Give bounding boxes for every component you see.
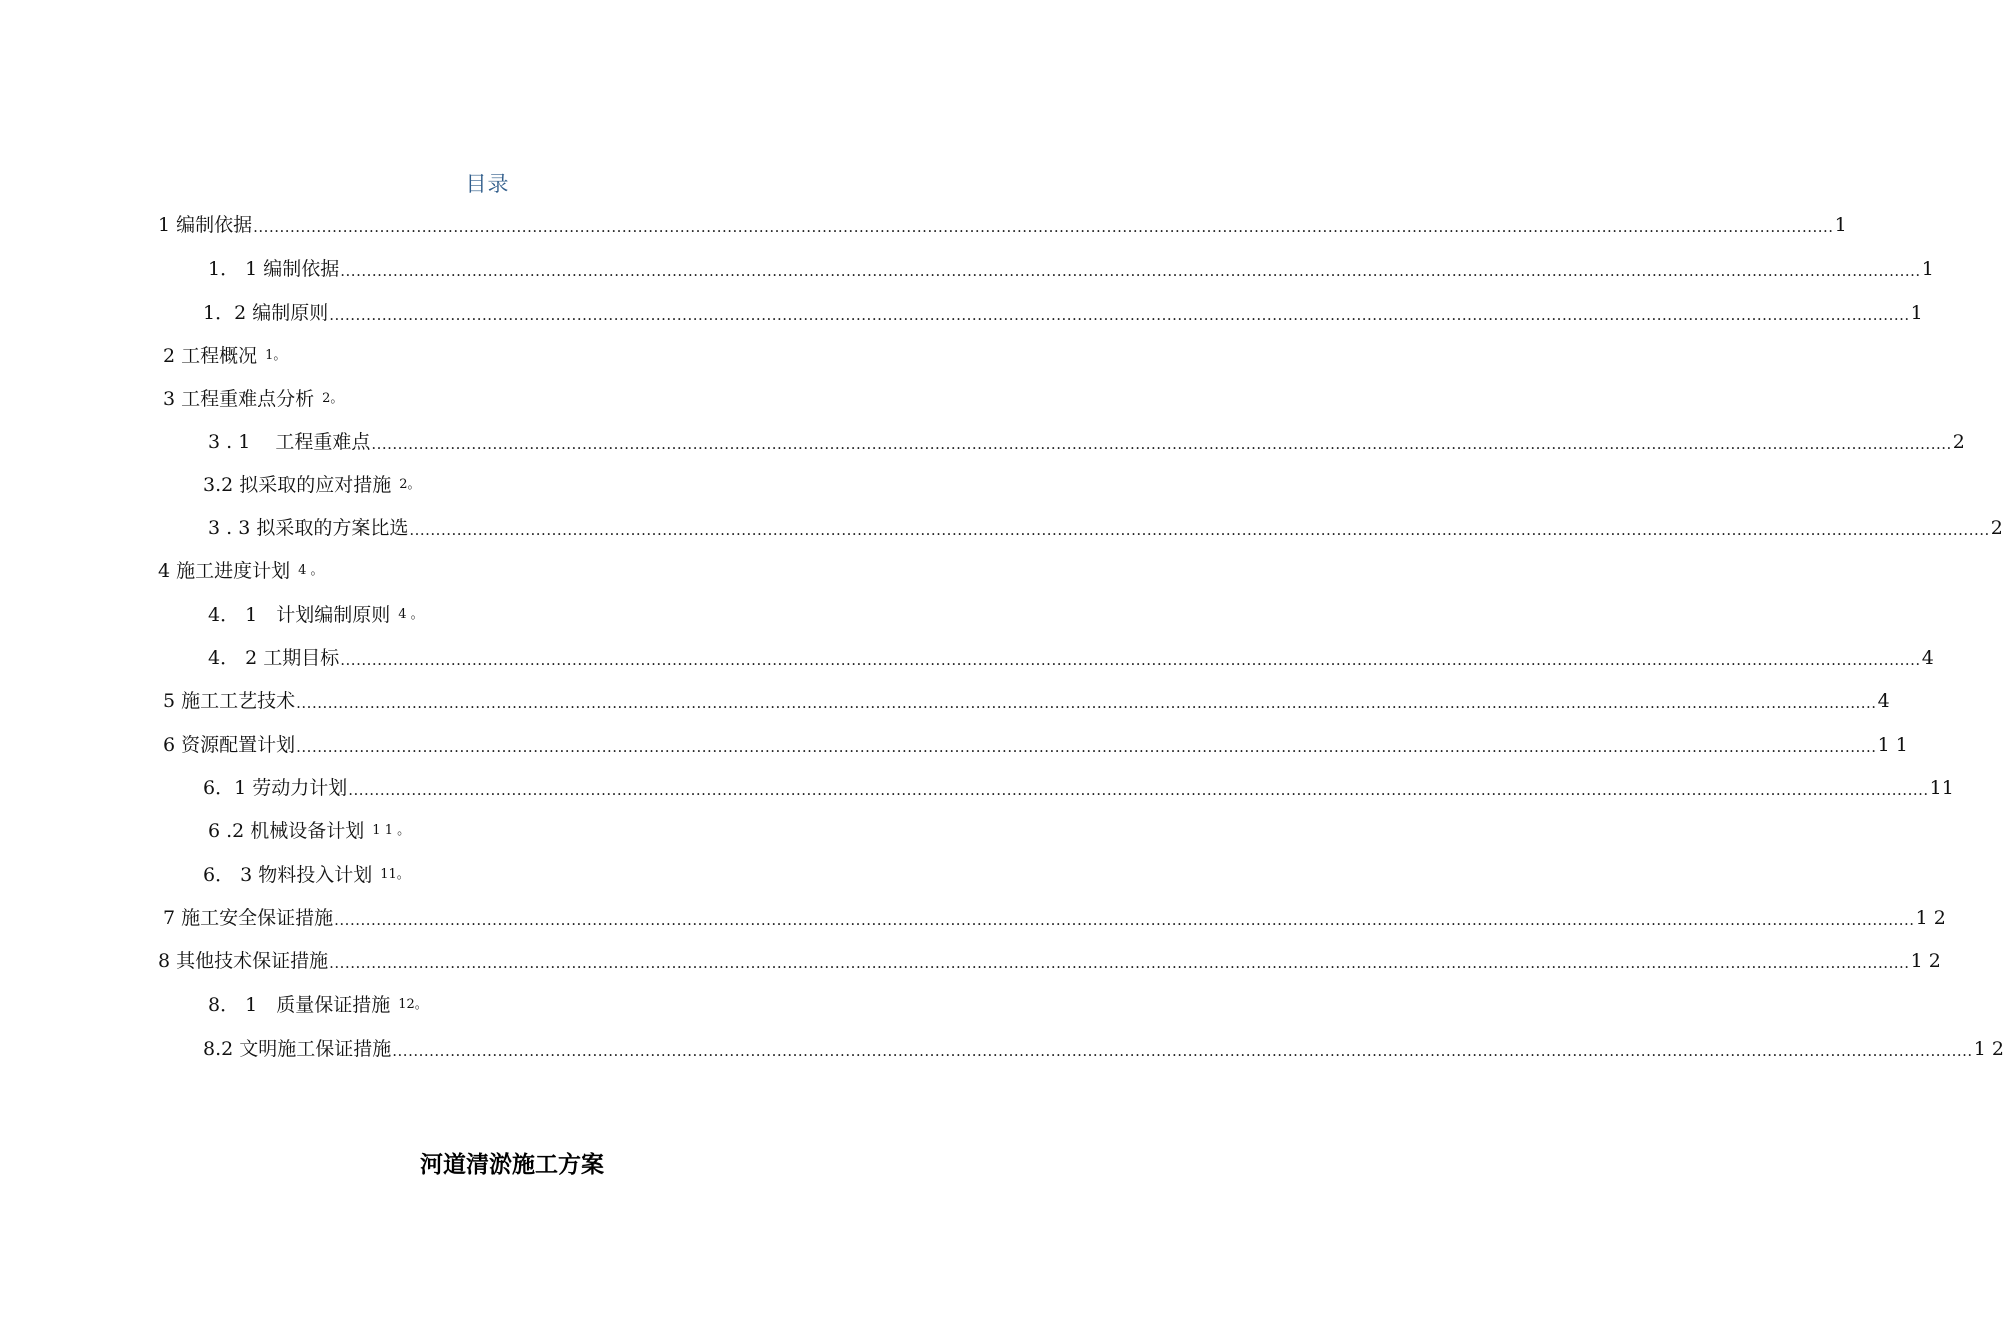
document-title: 河道清淤施工方案 bbox=[420, 1151, 604, 1178]
toc-entry-8[interactable] bbox=[158, 948, 1941, 974]
toc-entry-label: 3.2 拟采取的应对措施 bbox=[203, 474, 392, 496]
toc-entry-3-1[interactable] bbox=[208, 429, 1965, 455]
toc-entry-6[interactable] bbox=[163, 732, 1908, 758]
toc-entry-8-1[interactable] bbox=[208, 992, 428, 1018]
toc-entry-label: 4 施工进度计划 bbox=[158, 560, 291, 582]
toc-entry-3-3[interactable] bbox=[208, 515, 2003, 541]
toc-entry-page: 4 。 bbox=[298, 563, 324, 578]
toc-entry-page: 11 bbox=[1929, 777, 1954, 799]
toc-entry-label: 1 编制依据 bbox=[158, 214, 253, 236]
toc-entry-page: 4 bbox=[1877, 690, 1890, 712]
toc-entry-label: 3 . 1 工程重难点 bbox=[208, 431, 371, 453]
toc-entry-page: 2。 bbox=[399, 477, 421, 492]
toc-entry-label: 5 施工工艺技术 bbox=[163, 690, 296, 712]
toc-entry-page: 1 2 bbox=[1973, 1038, 2004, 1060]
dot-leader: ............................................................................................................................................................................................................................................................................................................ bbox=[348, 781, 1929, 799]
dot-leader: ............................................................................................................................................................................................................................................................................................................ bbox=[329, 954, 1910, 972]
toc-entry-page: 1 2 bbox=[1915, 907, 1946, 929]
toc-entry-4[interactable] bbox=[158, 558, 324, 584]
toc-entry-8-2[interactable] bbox=[203, 1036, 2004, 1062]
toc-entry-label: 7 施工安全保证措施 bbox=[163, 907, 334, 929]
toc-entry-label: 3 工程重难点分析 bbox=[163, 388, 315, 410]
toc-entry-1-2[interactable] bbox=[203, 300, 1923, 326]
toc-entry-page: 1。 bbox=[265, 348, 287, 363]
toc-entry-page: 1 bbox=[1910, 302, 1923, 324]
dot-leader: ............................................................................................................................................................................................................................................................................................................ bbox=[329, 306, 1910, 324]
dot-leader: ............................................................................................................................................................................................................................................................................................................ bbox=[296, 694, 1877, 712]
dot-leader: ............................................................................................................................................................................................................................................................................................................ bbox=[340, 651, 1921, 669]
dot-leader: ............................................................................................................................................................................................................................................................................................................ bbox=[392, 1042, 1973, 1060]
toc-entry-label: 4． 2 工期目标 bbox=[208, 647, 340, 669]
toc-entry-page: 1 2 bbox=[1910, 950, 1941, 972]
dot-leader: ............................................................................................................................................................................................................................................................................................................ bbox=[334, 911, 1915, 929]
toc-entry-4-2[interactable] bbox=[208, 645, 1934, 671]
dot-leader: ............................................................................................................................................................................................................................................................................................................ bbox=[371, 435, 1952, 453]
toc-entry-6-3[interactable] bbox=[203, 862, 410, 888]
dot-leader: ............................................................................................................................................................................................................................................................................................................ bbox=[409, 521, 1990, 539]
dot-leader: ............................................................................................................................................................................................................................................................................................................ bbox=[253, 218, 1834, 236]
toc-entry-page: 1 1 bbox=[1877, 734, 1908, 756]
dot-leader: ............................................................................................................................................................................................................................................................................................................ bbox=[340, 262, 1921, 280]
toc-entry-page: 12。 bbox=[398, 997, 428, 1012]
toc-entry-2[interactable] bbox=[163, 343, 286, 369]
toc-entry-7[interactable] bbox=[163, 905, 1946, 931]
toc-entry-4-1[interactable] bbox=[208, 602, 424, 628]
toc-entry-label: 6 .2 机械设备计划 bbox=[208, 820, 365, 842]
toc-entry-page: 2 bbox=[1990, 517, 2003, 539]
toc-entry-label: 6． 3 物料投入计划 bbox=[203, 864, 373, 886]
toc-entry-1-1[interactable] bbox=[208, 256, 1934, 282]
toc-entry-page: 1 bbox=[1834, 214, 1847, 236]
toc-entry-label: 3 . 3 拟采取的方案比选 bbox=[208, 517, 409, 539]
toc-entry-1[interactable] bbox=[158, 212, 1847, 238]
dot-leader: ............................................................................................................................................................................................................................................................................................................ bbox=[296, 738, 1877, 756]
toc-entry-3[interactable] bbox=[163, 386, 343, 412]
toc-heading: 目录 bbox=[465, 172, 510, 196]
toc-entry-page: 4 bbox=[1921, 647, 1934, 669]
toc-entry-6-1[interactable] bbox=[203, 775, 1954, 801]
toc-entry-label: 4． 1 计划编制原则 bbox=[208, 604, 391, 626]
toc-entry-label: 6 资源配置计划 bbox=[163, 734, 296, 756]
toc-entry-label: 2 工程概况 bbox=[163, 345, 258, 367]
toc-entry-label: 8.2 文明施工保证措施 bbox=[203, 1038, 392, 1060]
toc-entry-label: 1．2 编制原则 bbox=[203, 302, 329, 324]
toc-entry-page: 1 bbox=[1921, 258, 1934, 280]
toc-entry-6-2[interactable] bbox=[208, 818, 410, 844]
toc-entry-page: 2。 bbox=[322, 391, 344, 406]
toc-entry-label: 1． 1 编制依据 bbox=[208, 258, 340, 280]
toc-entry-page: 2 bbox=[1952, 431, 1965, 453]
toc-entry-page: 11。 bbox=[380, 867, 410, 882]
toc-entry-page: 1 1 。 bbox=[372, 823, 411, 838]
toc-entry-5[interactable] bbox=[163, 688, 1890, 714]
toc-entry-label: 8 其他技术保证措施 bbox=[158, 950, 329, 972]
toc-entry-label: 6．1 劳动力计划 bbox=[203, 777, 348, 799]
toc-entry-label: 8． 1 质量保证措施 bbox=[208, 994, 391, 1016]
toc-entry-3-2[interactable] bbox=[203, 472, 421, 498]
toc-entry-page: 4 。 bbox=[398, 607, 424, 622]
